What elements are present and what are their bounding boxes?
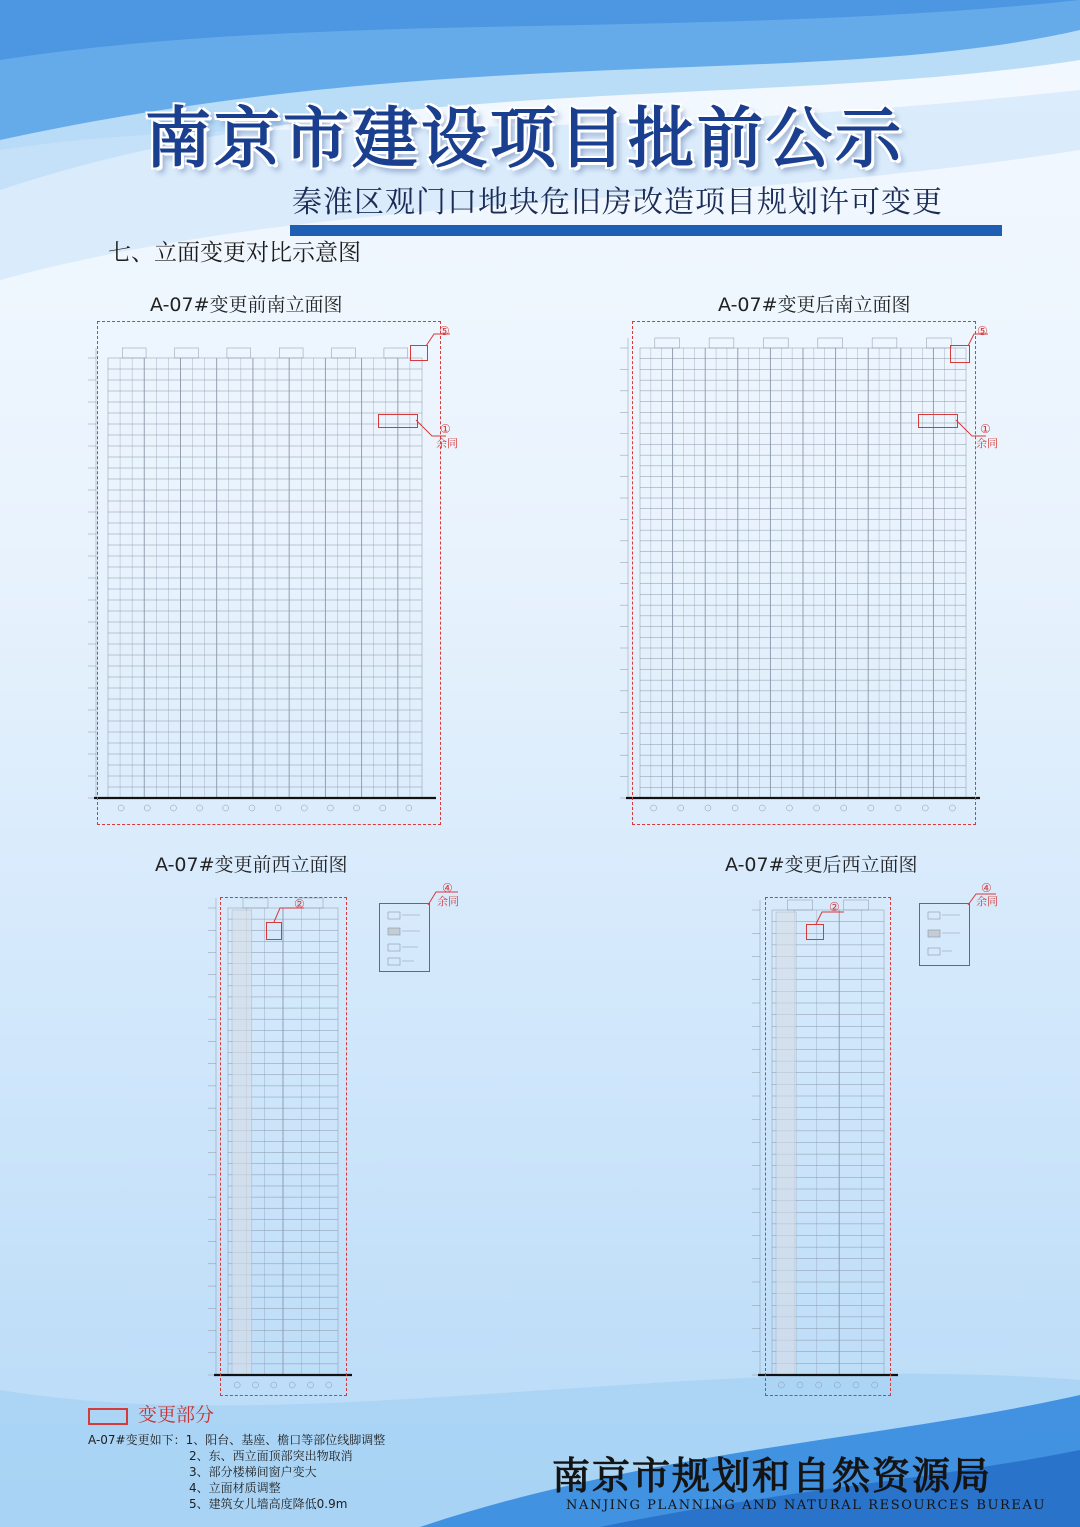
bureau-name: 南京市规划和自然资源局 bbox=[552, 1453, 993, 1498]
leader-lines bbox=[150, 850, 470, 1400]
marker-note: 余同 bbox=[436, 437, 458, 450]
drawing-title: A-07#变更后西立面图 bbox=[725, 854, 918, 876]
marker-note: 余同 bbox=[976, 895, 998, 908]
note-item: 5、建筑女儿墙高度降低0.9m bbox=[189, 1497, 348, 1511]
note-item: 4、立面材质调整 bbox=[189, 1481, 281, 1495]
subtitle-underline bbox=[290, 225, 1002, 236]
legend-swatch bbox=[88, 1408, 128, 1425]
marker-note: 余同 bbox=[976, 437, 998, 450]
drawing-panel-before-west bbox=[150, 850, 470, 1400]
drawing-title: A-07#变更前南立面图 bbox=[150, 294, 343, 316]
marker-number: ⑤ bbox=[439, 324, 450, 338]
change-notes bbox=[88, 1432, 385, 1512]
drawing-title: A-07#变更前西立面图 bbox=[155, 854, 348, 876]
marker-number: ① bbox=[980, 422, 991, 436]
leader-lines bbox=[600, 290, 1000, 830]
note-item: 1、阳台、基座、檐口等部位线脚调整 bbox=[185, 1433, 386, 1447]
marker-number: ④ bbox=[981, 881, 992, 895]
section-heading: 七、立面变更对比示意图 bbox=[108, 240, 361, 266]
marker-number: ④ bbox=[442, 881, 453, 895]
marker-number: ② bbox=[829, 900, 840, 914]
leader-lines bbox=[70, 290, 470, 830]
marker-number: ② bbox=[294, 897, 305, 911]
bureau-name-english: NANJING PLANNING AND NATURAL RESOURCES BUREAU bbox=[566, 1498, 1047, 1513]
drawing-panel-after-west bbox=[690, 850, 1010, 1400]
marker-note: 余同 bbox=[437, 895, 459, 908]
page-title: 南京市建设项目批前公示 bbox=[145, 99, 904, 177]
marker-number: ① bbox=[440, 422, 451, 436]
drawing-panel-after-south bbox=[600, 290, 1000, 830]
note-intro: A-07#变更如下： bbox=[88, 1433, 186, 1447]
note-item: 2、东、西立面顶部突出物取消 bbox=[189, 1449, 353, 1463]
note-item: 3、部分楼梯间窗户变大 bbox=[189, 1465, 317, 1479]
marker-number: ⑤ bbox=[977, 324, 988, 338]
legend-label: 变更部分 bbox=[138, 1404, 215, 1426]
project-subtitle: 秦淮区观门口地块危旧房改造项目规划许可变更 bbox=[292, 185, 943, 220]
leader-lines bbox=[690, 850, 1010, 1400]
drawing-panel-before-south bbox=[70, 290, 470, 830]
drawing-title: A-07#变更后南立面图 bbox=[718, 294, 911, 316]
note-line bbox=[88, 1432, 385, 1448]
